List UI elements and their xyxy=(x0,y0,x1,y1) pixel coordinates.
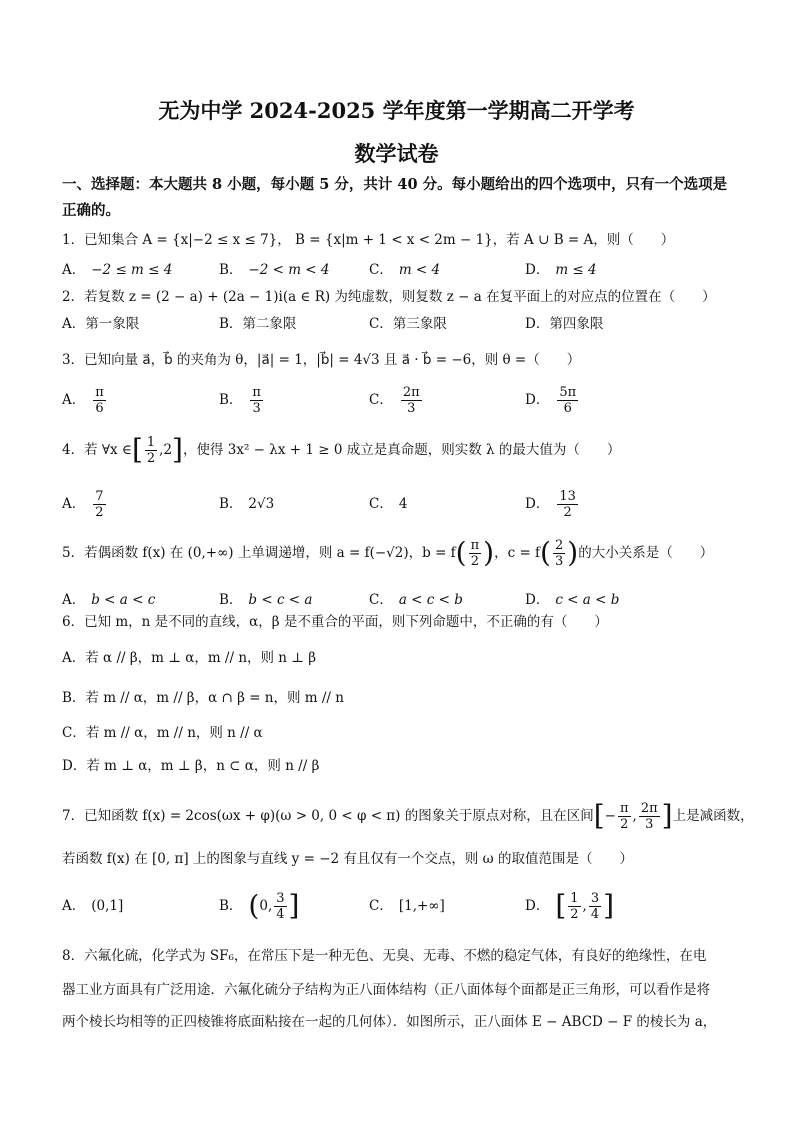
option-b: B．第二象限 xyxy=(219,316,297,332)
question-6-stem: 6．已知 m，n 是不同的直线，α，β 是不重合的平面，则下列命题中，不正确的有（ ） xyxy=(62,614,608,630)
option-c: C． 4 xyxy=(369,496,408,512)
option-d: D．第四象限 xyxy=(525,316,604,332)
question-5-options xyxy=(62,588,742,612)
question-4-options xyxy=(62,482,742,526)
question-8-line-2: 器工业方面具有广泛用途．六氟化硫分子结构为正八面体结构（正八面体每个面都是正三角形，可以看作是将 xyxy=(62,982,710,998)
option-b: B． 2√3 xyxy=(219,496,275,512)
option-a: A． $\frac{7}{2}$ xyxy=(62,488,104,520)
option-a: A． b < a < c xyxy=(62,592,156,608)
question-3-stem: 3．已知向量 a⃗，b⃗ 的夹角为 θ，|a⃗| = 1，|b⃗| = 4√3 且 a⃗ · b⃗ = −6，则 θ =（ ） xyxy=(62,352,581,368)
option-c: C． $\frac{2\pi}{3}$ xyxy=(369,384,420,416)
question-7-options xyxy=(62,884,742,928)
question-5-stem: 5．若偶函数 f(x) 在 (0,+∞) 上单调递增，则 a = f(−√2)，b = f ( $\frac{\pi}{2}$ ) ，c = f ( $\frac{2}{3}$ ) 的大小关系是（ ） xyxy=(62,536,714,569)
option-d: D． $\frac{13}{2}$ xyxy=(525,488,576,520)
question-8-line-1: 8．六氟化硫，化学式为 SF₆，在常压下是一种无色、无臭、无毒、不燃的稳定气体，有良好的绝缘性，在电 xyxy=(62,948,707,964)
option-a: A．第一象限 xyxy=(62,316,140,332)
option-d: D． m ≤ 4 xyxy=(525,262,597,278)
question-2-stem: 2．若复数 z = (2 − a) + (2a − 1)i(a ∈ R) 为纯虚数，则复数 z − a 在复平面上的对应点的位置在（ ） xyxy=(62,289,716,305)
question-7-stem: 7．已知函数 f(x) = 2cos(ωx + φ)(ω > 0, 0 < φ < π) 的图象关于原点对称，且在区间 [ − $\frac{\pi}{2}$ , $\frac{2\pi}{3}$ ] 上是减函数， xyxy=(62,799,754,832)
option-d: D． c < a < b xyxy=(525,592,620,608)
option-b: B． −2 < m < 4 xyxy=(219,262,330,278)
option-c: C．第三象限 xyxy=(369,316,447,332)
option-a: A． $\frac{\pi}{6}$ xyxy=(62,384,104,416)
section-heading: 一、选择题：本大题共 8 小题，每小题 5 分，共计 40 分。每小题给出的四个选项中，只有一个选项是正确的。 xyxy=(62,176,728,219)
option-c: C． m < 4 xyxy=(369,262,441,278)
question-4-stem: 4．若 ∀x ∈ [ $\frac{1}{2}$ ,2 ] ，使得 3x² − λx + 1 ≥ 0 成立是真命题，则实数 λ 的最大值为（ ） xyxy=(62,433,621,466)
question-6-option-c: C．若 m // α，m // n，则 n // α xyxy=(62,725,263,741)
option-c: C． a < c < b xyxy=(369,592,463,608)
option-a: A． (0,1] xyxy=(62,898,124,914)
exam-subtitle: 数学试卷 xyxy=(354,141,439,166)
question-3-options xyxy=(62,378,742,422)
option-a: A． −2 ≤ m ≤ 4 xyxy=(62,262,173,278)
exam-title: 无为中学 2024-2025 学年度第一学期高二开学考 xyxy=(158,98,635,123)
question-6-option-d: D．若 m ⊥ α，m ⊥ β，n ⊂ α，则 n // β xyxy=(62,758,320,774)
option-b: B． b < c < a xyxy=(219,592,313,608)
option-b: B． $\frac{\pi}{3}$ xyxy=(219,384,261,416)
question-2-options xyxy=(62,310,742,338)
option-b: B． ( 0, $\frac{3}{4}$ ] xyxy=(219,889,300,922)
question-6-option-b: B．若 m // α，m // β，α ∩ β = n，则 m // n xyxy=(62,690,344,706)
option-c: C． [1,+∞] xyxy=(369,898,445,914)
question-1-options xyxy=(62,255,742,285)
question-7-stem-continued: 若函数 f(x) 在 [0, π] 上的图象与直线 y = −2 有且仅有一个交点，则 ω 的取值范围是（ ） xyxy=(62,851,633,867)
question-6-option-a: A．若 α // β，m ⊥ α，m // n，则 n ⊥ β xyxy=(62,650,317,666)
option-d: D． $\frac{5\pi}{6}$ xyxy=(525,384,577,416)
question-8-line-3: 两个棱长均相等的正四棱锥将底面粘接在一起的几何体）．如图所示，正八面体 E − ABCD − F 的棱长为 a， xyxy=(62,1014,717,1030)
option-d: D． [ $\frac{1}{2}$ , $\frac{3}{4}$ ] xyxy=(525,889,615,922)
question-1-stem: 1．已知集合 A = {x|−2 ≤ x ≤ 7}， B = {x|m + 1 < x < 2m − 1}，若 A ∪ B = A，则（ ） xyxy=(62,232,675,248)
